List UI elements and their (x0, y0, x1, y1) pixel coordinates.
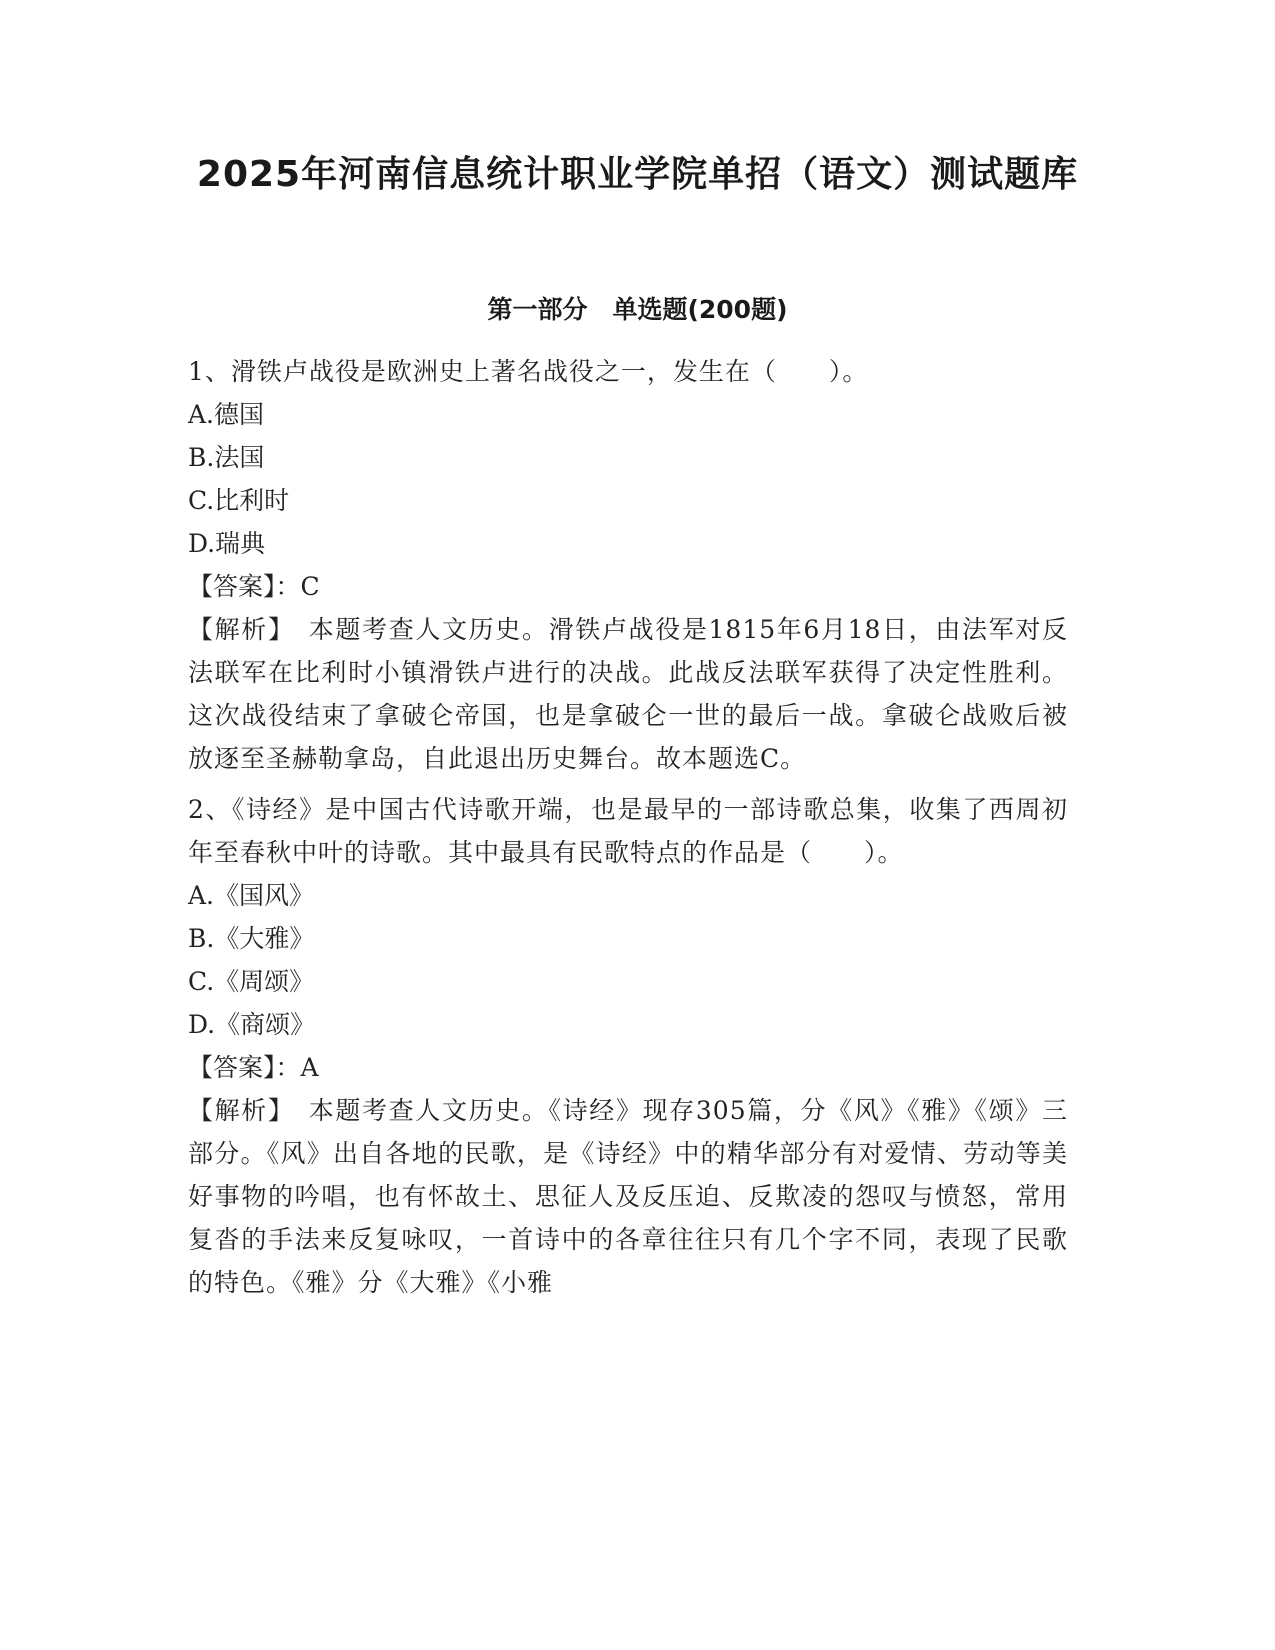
document-title: 2025年河南信息统计职业学院单招（语文）测试题库 (196, 154, 1079, 195)
question-stem: 1、滑铁卢战役是欧洲史上著名战役之一，发生在（ ）。 (188, 357, 869, 386)
question-item (188, 350, 1068, 780)
question-stem: 2、《诗经》是中国古代诗歌开端，也是最早的一部诗歌总集，收集了西周初年至春秋中叶的诗歌。其中最具有民歌特点的作品是（ ）。 (188, 795, 1068, 867)
analysis-paragraph: 【解析】 本题考查人文历史。《诗经》现存305篇，分《风》《雅》《颂》三部分。《风》出自各地的民歌，是《诗经》中的精华部分有对爱情、劳动等美好事物的吟唱，也有怀故土、思征人及反压迫、反欺凌的怨叹与愤怒，常用复沓的手法来反复咏叹，一首诗中的各章往往只有几个字不同，表现了民歌的特色。《雅》分《大雅》《小雅 (188, 1096, 1068, 1297)
answer-line: 【答案】：A (188, 1053, 319, 1082)
option-a: A.《国风》 (188, 881, 315, 910)
question-list (188, 350, 1068, 1304)
analysis-paragraph: 【解析】 本题考查人文历史。滑铁卢战役是1815年6月18日，由法军对反法联军在比利时小镇滑铁卢进行的决战。此战反法联军获得了决定性胜利。这次战役结束了拿破仑帝国，也是拿破仑一世的最后一战。拿破仑战败后被放逐至圣赫勒拿岛，自此退出历史舞台。故本题选C。 (188, 615, 1068, 773)
option-c: C.《周颂》 (188, 967, 315, 996)
question-item (188, 788, 1068, 1304)
section-title: 第一部分 单选题(200题) (487, 295, 788, 324)
option-b: B.法国 (188, 443, 265, 472)
option-a: A.德国 (188, 400, 265, 429)
option-b: B.《大雅》 (188, 924, 315, 953)
option-d: D.《商颂》 (188, 1010, 316, 1039)
option-c: C.比利时 (188, 486, 290, 515)
option-d: D.瑞典 (188, 529, 266, 558)
answer-line: 【答案】：C (188, 572, 320, 601)
